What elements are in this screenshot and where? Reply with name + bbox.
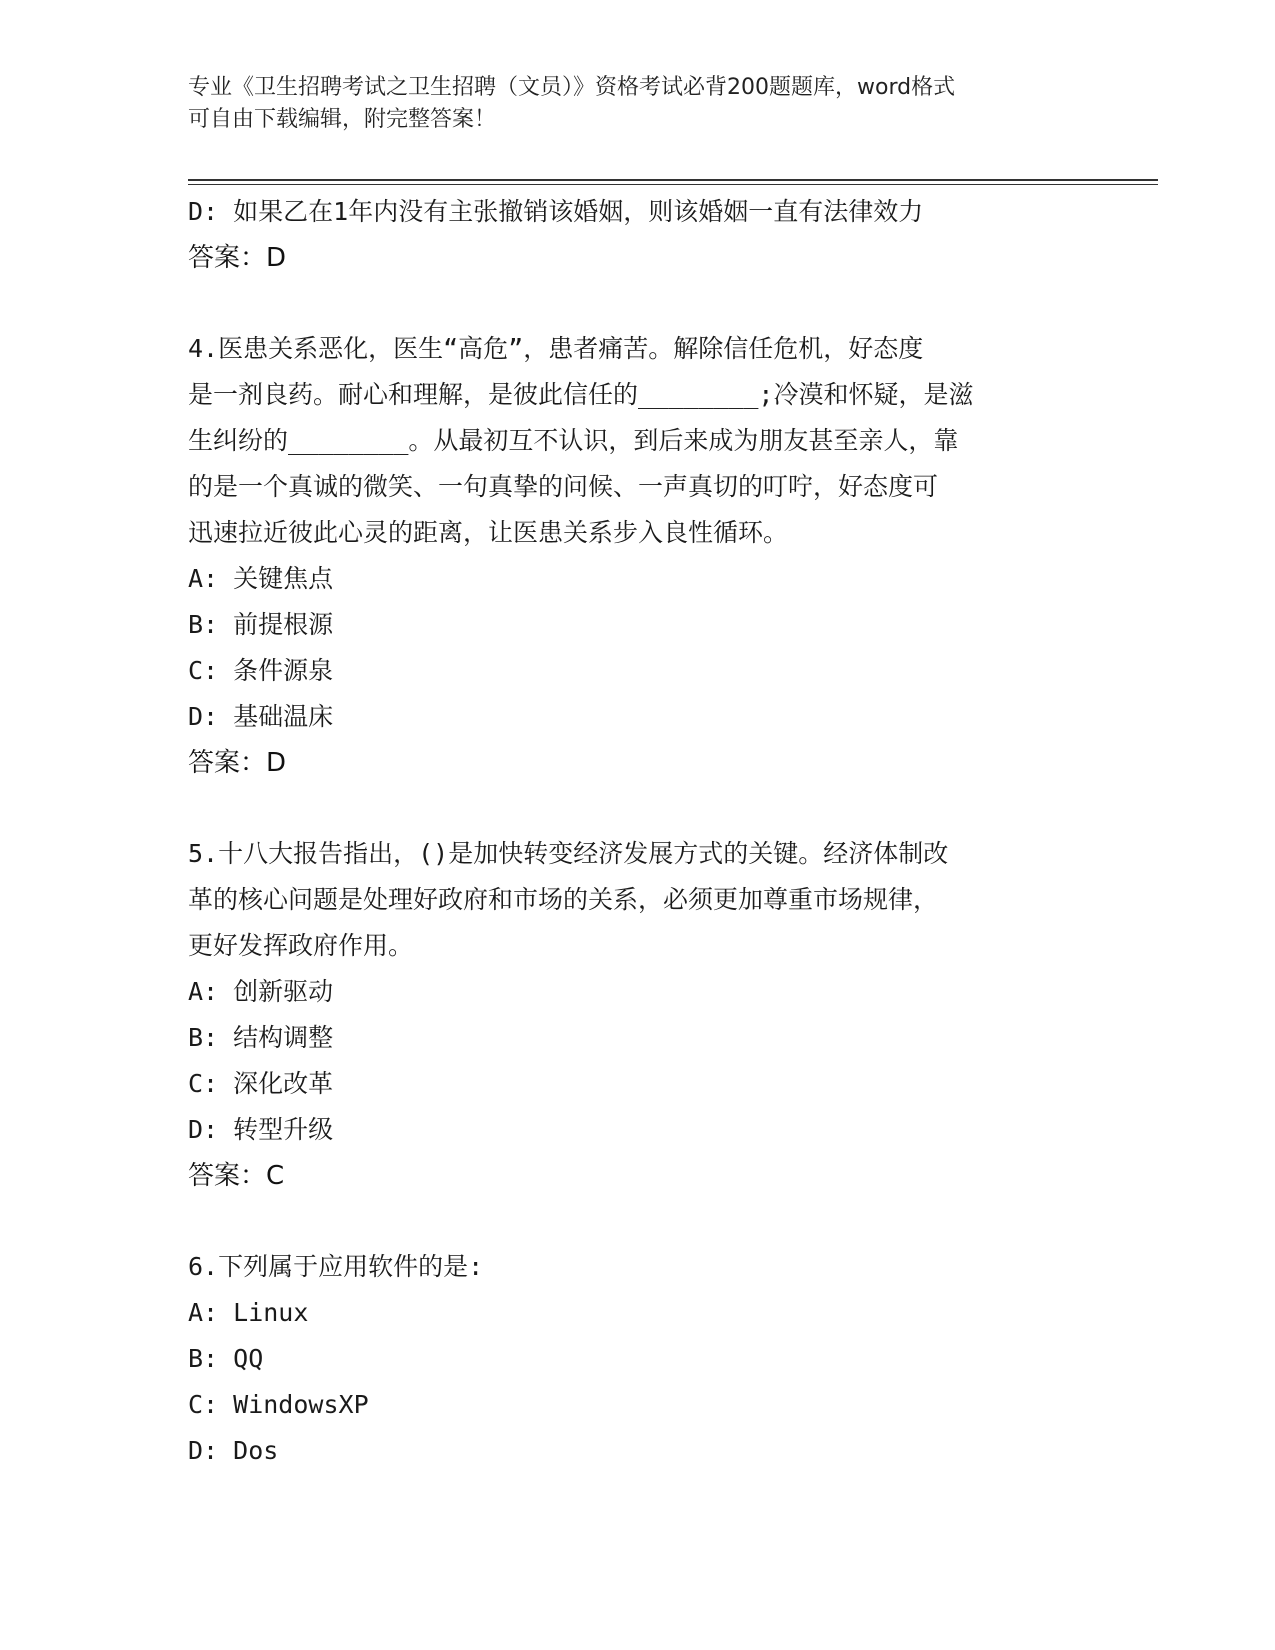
question-stem-line: 6.下列属于应用软件的是: — [188, 1252, 484, 1281]
spacer — [188, 281, 1088, 326]
option-a: A: Linux — [188, 1298, 309, 1327]
option-b: B: 前提根源 — [188, 610, 334, 639]
question-3-tail — [188, 189, 1088, 281]
question-stem-line: 是一剂良药。耐心和理解，是彼此信任的________;冷漠和怀疑，是滋 — [188, 380, 974, 409]
header-line-2: 可自由下载编辑，附完整答案！ — [188, 107, 497, 132]
question-stem-line: 更好发挥政府作用。 — [188, 931, 414, 960]
header-line-1: 专业《卫生招聘考试之卫生招聘（文员）》资格考试必背200题题库，word格式 — [188, 75, 956, 100]
question-stem-line: 迅速拉近彼此心灵的距离，让医患关系步入良性循环。 — [188, 518, 789, 547]
question-content — [188, 189, 1088, 1474]
option-b: B: QQ — [188, 1344, 264, 1373]
option-a: A: 创新驱动 — [188, 977, 334, 1006]
option-b: B: 结构调整 — [188, 1023, 334, 1052]
header-rule-thick — [188, 179, 1158, 181]
question-stem-line: 4.医患关系恶化，医生“高危”，患者痛苦。解除信任危机，好态度 — [188, 334, 924, 363]
question-5 — [188, 831, 1088, 1199]
question-stem-line: 5.十八大报告指出，()是加快转变经济发展方式的关键。经济体制改 — [188, 839, 949, 868]
option-c: C: 条件源泉 — [188, 656, 334, 685]
option-a: A: 关键焦点 — [188, 564, 334, 593]
option-d: D: 基础温床 — [188, 702, 334, 731]
option-d: D: Dos — [188, 1436, 279, 1465]
option-c: C: 深化改革 — [188, 1069, 334, 1098]
question-6 — [188, 1244, 1088, 1474]
option-c: C: WindowsXP — [188, 1390, 369, 1419]
answer-line: 答案：C — [188, 1161, 285, 1191]
question-stem-line: 的是一个真诚的微笑、一句真挚的问候、一声真切的叮咛，好态度可 — [188, 472, 939, 501]
answer-line: 答案：D — [188, 243, 287, 273]
question-4 — [188, 326, 1088, 786]
answer-line: 答案：D — [188, 748, 287, 778]
option-d: D: 如果乙在1年内没有主张撤销该婚姻，则该婚姻一直有法律效力 — [188, 197, 924, 226]
page-header — [188, 72, 1068, 136]
question-stem-line: 生纠纷的________。从最初互不认识，到后来成为朋友甚至亲人，靠 — [188, 426, 959, 455]
header-rule-thin — [188, 184, 1158, 185]
question-stem-line: 革的核心问题是处理好政府和市场的关系，必须更加尊重市场规律， — [188, 885, 939, 914]
option-d: D: 转型升级 — [188, 1115, 334, 1144]
spacer — [188, 1199, 1088, 1244]
spacer — [188, 786, 1088, 831]
